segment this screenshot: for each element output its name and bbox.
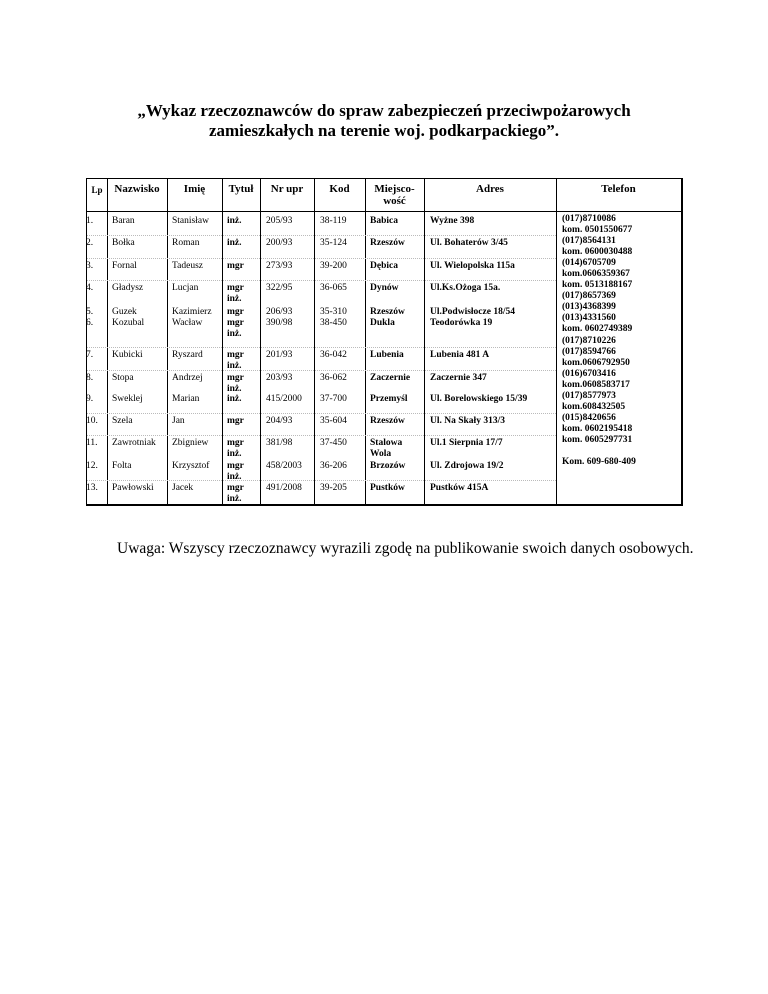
cell-lp: 10. (86, 416, 98, 426)
cell-nazwisko: Kozubal (112, 318, 145, 328)
title-line-2: zamieszkałych na terenie woj. podkarpackiego”. (208, 121, 560, 140)
cell-tytul: mgr inż. (227, 461, 244, 482)
cell-miejsc: Zaczernie (370, 373, 411, 383)
cell-imie: Jan (172, 416, 185, 426)
header-miejscowosc (365, 183, 424, 207)
cell-adres: Ul. Na Skały 313/3 (430, 416, 505, 426)
cell-imie: Lucjan (172, 283, 199, 293)
phone-entry: kom. 0605297731 (562, 434, 633, 445)
cell-kod: 35-310 (320, 307, 347, 317)
cell-nr: 458/2003 (266, 461, 302, 471)
header-miejscowosc-line1: Miejsco- (374, 183, 415, 195)
cell-kod: 37-450 (320, 438, 347, 448)
header-adres: Adres (476, 183, 504, 195)
column-divider (107, 179, 108, 504)
cell-kod: 38-450 (320, 318, 347, 328)
cell-imie: Ryszard (172, 350, 203, 360)
cell-tytul: mgr inż. (227, 373, 244, 394)
column-divider (556, 179, 557, 504)
phone-entry: kom. 0501550677 (562, 225, 633, 236)
cell-kod: 36-206 (320, 461, 347, 471)
cell-nr: 201/93 (266, 350, 293, 360)
phone-entry: (017)8657369 (562, 291, 616, 302)
phone-entry: kom. 0602749389 (562, 324, 633, 335)
column-divider (260, 179, 261, 504)
cell-lp: 11. (86, 438, 98, 448)
cell-nazwisko: Guzek (112, 307, 137, 317)
cell-lp: 5. (86, 307, 94, 317)
cell-tytul: mgr inż. (227, 318, 244, 339)
header-lp: Lp (91, 185, 103, 195)
row-divider (87, 370, 556, 371)
phone-entry: kom.0608583717 (562, 379, 630, 390)
cell-adres: Ul.Ks.Ożoga 15a. (430, 283, 501, 293)
cell-kod: 36-042 (320, 350, 347, 360)
header-nr-upr: Nr upr (270, 183, 304, 195)
cell-nr: 200/93 (266, 238, 293, 248)
cell-kod: 35-604 (320, 416, 347, 426)
cell-miejsc: Dębica (370, 261, 398, 271)
cell-nazwisko: Zawrotniak (112, 438, 156, 448)
cell-adres: Ul. Wielopolska 115a (430, 261, 515, 271)
phone-entry: kom. 0602195418 (562, 423, 633, 434)
phone-entry: (014)6705709 (562, 258, 616, 269)
cell-tytul: mgr inż. (227, 350, 244, 371)
row-divider (87, 413, 556, 414)
cell-nr: 415/2000 (266, 394, 302, 404)
cell-imie: Andrzej (172, 373, 203, 383)
phone-entry: (017)8710226 (562, 335, 616, 346)
cell-miejsc: Lubenia (370, 350, 404, 360)
cell-kod: 36-065 (320, 283, 347, 293)
phone-entry: (013)4368399 (562, 302, 616, 313)
cell-imie: Zbigniew (172, 438, 209, 448)
phone-entry: (017)8594766 (562, 346, 616, 357)
column-divider (314, 179, 315, 504)
column-divider (222, 179, 223, 504)
cell-nazwisko: Stopa (112, 373, 134, 383)
cell-lp: 8. (86, 373, 94, 383)
cell-nr: 206/93 (266, 307, 293, 317)
cell-miejsc: Dynów (370, 283, 399, 293)
header-kod: Kod (329, 183, 350, 195)
header-miejscowosc-line2: wość (383, 195, 406, 207)
cell-adres: Zaczernie 347 (430, 373, 487, 383)
cell-lp: 13. (86, 483, 98, 493)
cell-kod: 35-124 (320, 238, 347, 248)
cell-nazwisko: Sweklej (112, 394, 143, 404)
cell-nr: 491/2008 (266, 483, 302, 493)
cell-adres: Ul. Bohaterów 3/45 (430, 238, 508, 248)
row-divider (87, 280, 556, 281)
phone-entry: Kom. 609-680-409 (562, 456, 636, 467)
cell-miejsc: Brzozów (370, 461, 406, 471)
footer-note: Uwaga: Wszyscy rzeczoznawcy wyrazili zgodę na publikowanie swoich danych osobowych. (117, 540, 694, 557)
cell-imie: Krzysztof (172, 461, 210, 471)
cell-lp: 9. (86, 394, 94, 404)
cell-nr: 322/95 (266, 283, 293, 293)
cell-lp: 7. (86, 350, 94, 360)
cell-miejsc: Rzeszów (370, 416, 405, 426)
cell-adres: Pustków 415A (430, 483, 489, 493)
cell-lp: 6. (86, 318, 94, 328)
cell-imie: Jacek (172, 483, 194, 493)
cell-lp: 1. (86, 216, 94, 226)
cell-kod: 37-700 (320, 394, 347, 404)
phone-entry: (017)8564131 (562, 236, 616, 247)
row-divider (87, 258, 556, 259)
cell-kod: 38-119 (320, 216, 347, 226)
row-divider (87, 235, 556, 236)
cell-imie: Tadeusz (172, 261, 203, 271)
cell-tytul: mgr inż. (227, 283, 244, 304)
cell-lp: 12. (86, 461, 98, 471)
cell-miejsc: Babica (370, 216, 398, 226)
phone-entry: kom.608432505 (562, 401, 626, 412)
cell-miejsc: Pustków (370, 483, 405, 493)
cell-adres: Teodorówka 19 (430, 318, 493, 328)
phone-entry: (013)4331560 (562, 313, 616, 324)
cell-miejsc: Stalowa Wola (370, 438, 403, 459)
cell-imie: Kazimierz (172, 307, 212, 317)
cell-tytul: mgr inż. (227, 483, 244, 504)
row-divider (87, 347, 556, 348)
cell-nazwisko: Gładysz (112, 283, 144, 293)
cell-imie: Marian (172, 394, 200, 404)
cell-tytul: inż. (227, 216, 242, 226)
experts-table (86, 178, 683, 506)
document-title (0, 101, 768, 141)
row-divider (87, 480, 556, 481)
phone-entry: (017)8710086 (562, 214, 616, 224)
cell-adres: Ul. Zdrojowa 19/2 (430, 461, 504, 471)
phone-entry: (016)6703416 (562, 368, 616, 379)
cell-tytul: inż. (227, 394, 242, 404)
phone-entry: kom. 0600030488 (562, 247, 633, 258)
cell-nr: 390/98 (266, 318, 293, 328)
phone-entry: (017)8577973 (562, 390, 616, 401)
phone-entry: kom.0606792950 (562, 357, 630, 368)
cell-lp: 3. (86, 261, 94, 271)
title-line-1: „Wykaz rzeczoznawców do spraw zabezpieczeń przeciwpożarowych (137, 101, 631, 120)
phone-column (562, 214, 636, 468)
phone-entry: (015)8420656 (562, 412, 616, 423)
cell-kod: 39-200 (320, 261, 347, 271)
cell-nr: 273/93 (266, 261, 293, 271)
cell-nazwisko: Fornal (112, 261, 137, 271)
cell-imie: Wacław (172, 318, 203, 328)
cell-lp: 2. (86, 238, 94, 248)
cell-nazwisko: Bołka (112, 238, 135, 248)
table-header (87, 179, 681, 212)
header-imie: Imię (183, 183, 206, 195)
header-telefon: Telefon (601, 183, 636, 195)
cell-adres: Ul. Borelowskiego 15/39 (430, 394, 528, 404)
phone-entry: kom. 0513188167 (562, 280, 633, 291)
cell-nazwisko: Szela (112, 416, 133, 426)
header-tytul: Tytuł (228, 183, 254, 195)
cell-imie: Stanisław (172, 216, 209, 226)
header-nazwisko: Nazwisko (114, 183, 160, 195)
cell-tytul: mgr (227, 261, 244, 271)
cell-miejsc: Przemyśl (370, 394, 408, 404)
cell-tytul: inż. (227, 238, 242, 248)
cell-miejsc: Dukla (370, 318, 395, 328)
cell-tytul: mgr inż. (227, 438, 244, 459)
cell-adres: Ul.Podwisłocze 18/54 (430, 307, 515, 317)
cell-kod: 39-205 (320, 483, 347, 493)
cell-lp: 4. (86, 283, 94, 293)
cell-adres: Ul.1 Sierpnia 17/7 (430, 438, 503, 448)
cell-nazwisko: Folta (112, 461, 132, 471)
cell-imie: Roman (172, 238, 200, 248)
cell-adres: Lubenia 481 A (430, 350, 490, 360)
cell-nr: 381/98 (266, 438, 293, 448)
cell-miejsc: Rzeszów (370, 238, 405, 248)
cell-kod: 36-062 (320, 373, 347, 383)
cell-adres: Wyżne 398 (430, 216, 475, 226)
cell-nr: 204/93 (266, 416, 293, 426)
cell-tytul: mgr (227, 416, 244, 426)
cell-nr: 205/93 (266, 216, 293, 226)
cell-nr: 203/93 (266, 373, 293, 383)
cell-nazwisko: Pawłowski (112, 483, 154, 493)
cell-nazwisko: Baran (112, 216, 135, 226)
column-divider (365, 179, 366, 504)
cell-miejsc: Rzeszów (370, 307, 405, 317)
row-divider (87, 435, 556, 436)
cell-nazwisko: Kubicki (112, 350, 143, 360)
cell-tytul: mgr (227, 307, 244, 317)
column-divider (167, 179, 168, 504)
phone-entry: kom.0606359367 (562, 269, 630, 280)
column-divider (424, 179, 425, 504)
